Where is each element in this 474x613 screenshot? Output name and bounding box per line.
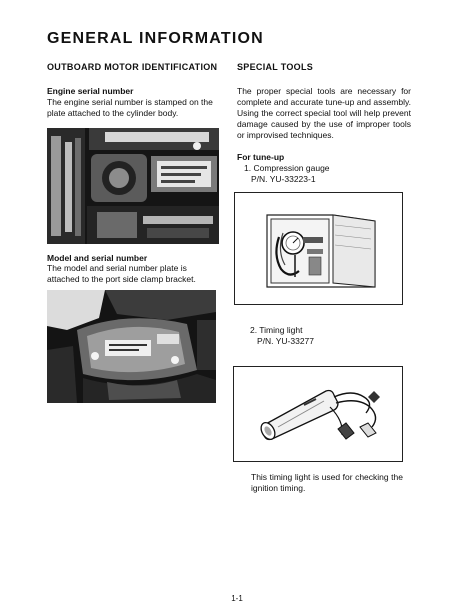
engine-serial-text: The engine serial number is stamped on the plate attached to the cylinder body. [47,97,213,118]
timing-light-tool [243,325,423,347]
engine-serial-plate-photo [47,128,219,244]
tuneup-heading: For tune-up [237,152,285,162]
tool-2-name: 2. Timing light [250,325,303,335]
left-column [47,62,219,119]
page-title: GENERAL INFORMATION [47,30,264,47]
page-number: 1-1 [231,594,243,603]
model-serial-text: The model and serial number plate is attached to the port side clamp bracket. [47,263,196,284]
engine-serial-heading: Engine serial number [47,86,134,96]
motor-identification-heading: OUTBOARD MOTOR IDENTIFICATION [47,62,218,72]
tool-1-name: 1. Compression gauge [244,163,330,173]
compression-gauge-illustration [234,192,403,305]
special-tools-intro: The proper special tools are necessary for complete and accurate tune-up and assembly. Using the correct special tool will help prevent damage caused by the use of improper tools or improvised techniques. [237,86,411,140]
right-column [237,62,411,141]
timing-light-illustration [233,366,403,462]
clamp-bracket-plate-photo [47,290,216,403]
timing-light-note: This timing light is used for checking the ignition timing. [251,472,403,493]
tool-2-part-number: P/N. YU-33277 [257,336,315,346]
tool-1-part-number: P/N. YU-33223-1 [251,174,316,184]
special-tools-heading: SPECIAL TOOLS [237,62,314,72]
tuneup-tool-list [237,152,417,185]
model-serial-heading: Model and serial number [47,253,148,263]
model-serial-block [47,253,219,285]
